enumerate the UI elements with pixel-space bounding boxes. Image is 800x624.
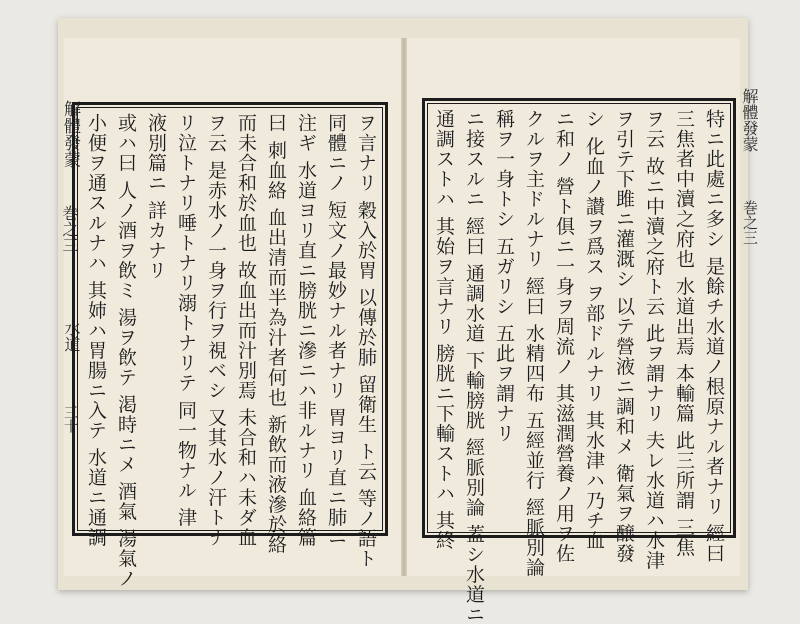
left-margin-section: 水道 bbox=[62, 320, 81, 352]
book-gutter bbox=[401, 38, 407, 576]
right-column-4: ヲ引テ下雎ニ灌溉シ 以テ營液ニ調和メ 衛氣ヲ醸發 bbox=[613, 109, 635, 564]
right-margin-volume: 巻之三 bbox=[741, 200, 759, 245]
left-column-4: 曰 刺血絡 血出清而半為汁者何也 新飲而液滲於絡 bbox=[265, 113, 287, 555]
left-column-2: 同體ニノ 短文ノ最妙ナル者ナリ 胃ヨリ直ニ肺ニ bbox=[325, 113, 347, 548]
left-column-8: 液別篇ニ 詳カナリ bbox=[145, 113, 167, 281]
left-column-3: 注ギ 水道ヨリ直ニ膀胱ニ滲ニハ非ルナリ 血絡篇 bbox=[295, 113, 317, 548]
left-margin-folio: 三十 bbox=[62, 405, 78, 433]
right-column-7: クルヲ主ドルナリ 經曰 水精四布 五經並行 經脈別論 bbox=[523, 109, 545, 578]
right-text-frame bbox=[422, 98, 736, 624]
right-column-2: 三焦者中瀆之府也 水道出焉 本輸篇 此三所謂 三焦 bbox=[673, 109, 695, 558]
left-column-1: ヲ言ナリ 穀入於胃 以傳於肺 留衛生 ト云 等ノ語ト bbox=[355, 113, 377, 569]
left-column-7: リ泣トナリ唾トナリ溺トナリテ 同一物ナル 津 bbox=[175, 113, 197, 528]
right-column-8: 稱ヲ一身トシ 五ガリシ 五此ヲ謂ナリ bbox=[493, 109, 515, 444]
left-column-10: 小便ヲ通スルナハ 其姉ハ胃腸ニ入テ 水道ニ通調 bbox=[85, 113, 107, 548]
right-column-3: ヲ云 故ニ中瀆之府ト云 此ヲ謂ナリ 夫レ水道ハ水津 bbox=[643, 109, 665, 571]
right-column-1: 特ニ此處ニ多シ 是餘チ水道ノ根原ナル者ナリ 經曰 bbox=[703, 109, 725, 564]
left-margin-title: 解體發蒙 bbox=[60, 100, 80, 168]
left-column-9: 或ハ曰 人ノ酒ヲ飲ミ 湯ヲ飲テ 渇時ニメ 酒氣 湯氣ノ bbox=[115, 113, 137, 589]
right-column-5: シ 化血ノ讃ヲ爲ス ヲ部ドルナリ 其水津ハ乃チ血 bbox=[583, 109, 605, 551]
left-column-5: 而未合和於血也 故血出而汁別焉 未合和ハ未ダ血 bbox=[235, 113, 257, 548]
right-column-6: ニ和ノ 營ト俱ニ一身ヲ周流ノ 其滋潤營養ノ用ヲ佐 bbox=[553, 109, 575, 564]
left-column-6: ヲ云 是赤水ノ一身ヲ行ヲ視ベシ 又其水ノ汗トナ bbox=[205, 113, 227, 548]
left-margin-volume: 巻之三 bbox=[60, 205, 79, 253]
left-text-frame bbox=[72, 102, 388, 589]
right-margin-title: 解體發蒙 bbox=[740, 88, 759, 152]
right-column-10: 通調ストハ 其始ヲ言ナリ 膀胱ニ下輸ストハ 其終 bbox=[433, 109, 455, 551]
right-column-9: ニ接スルニ 經曰 通調水道 下輸膀胱 經脈別論 蓋シ水道ニ bbox=[463, 109, 485, 624]
